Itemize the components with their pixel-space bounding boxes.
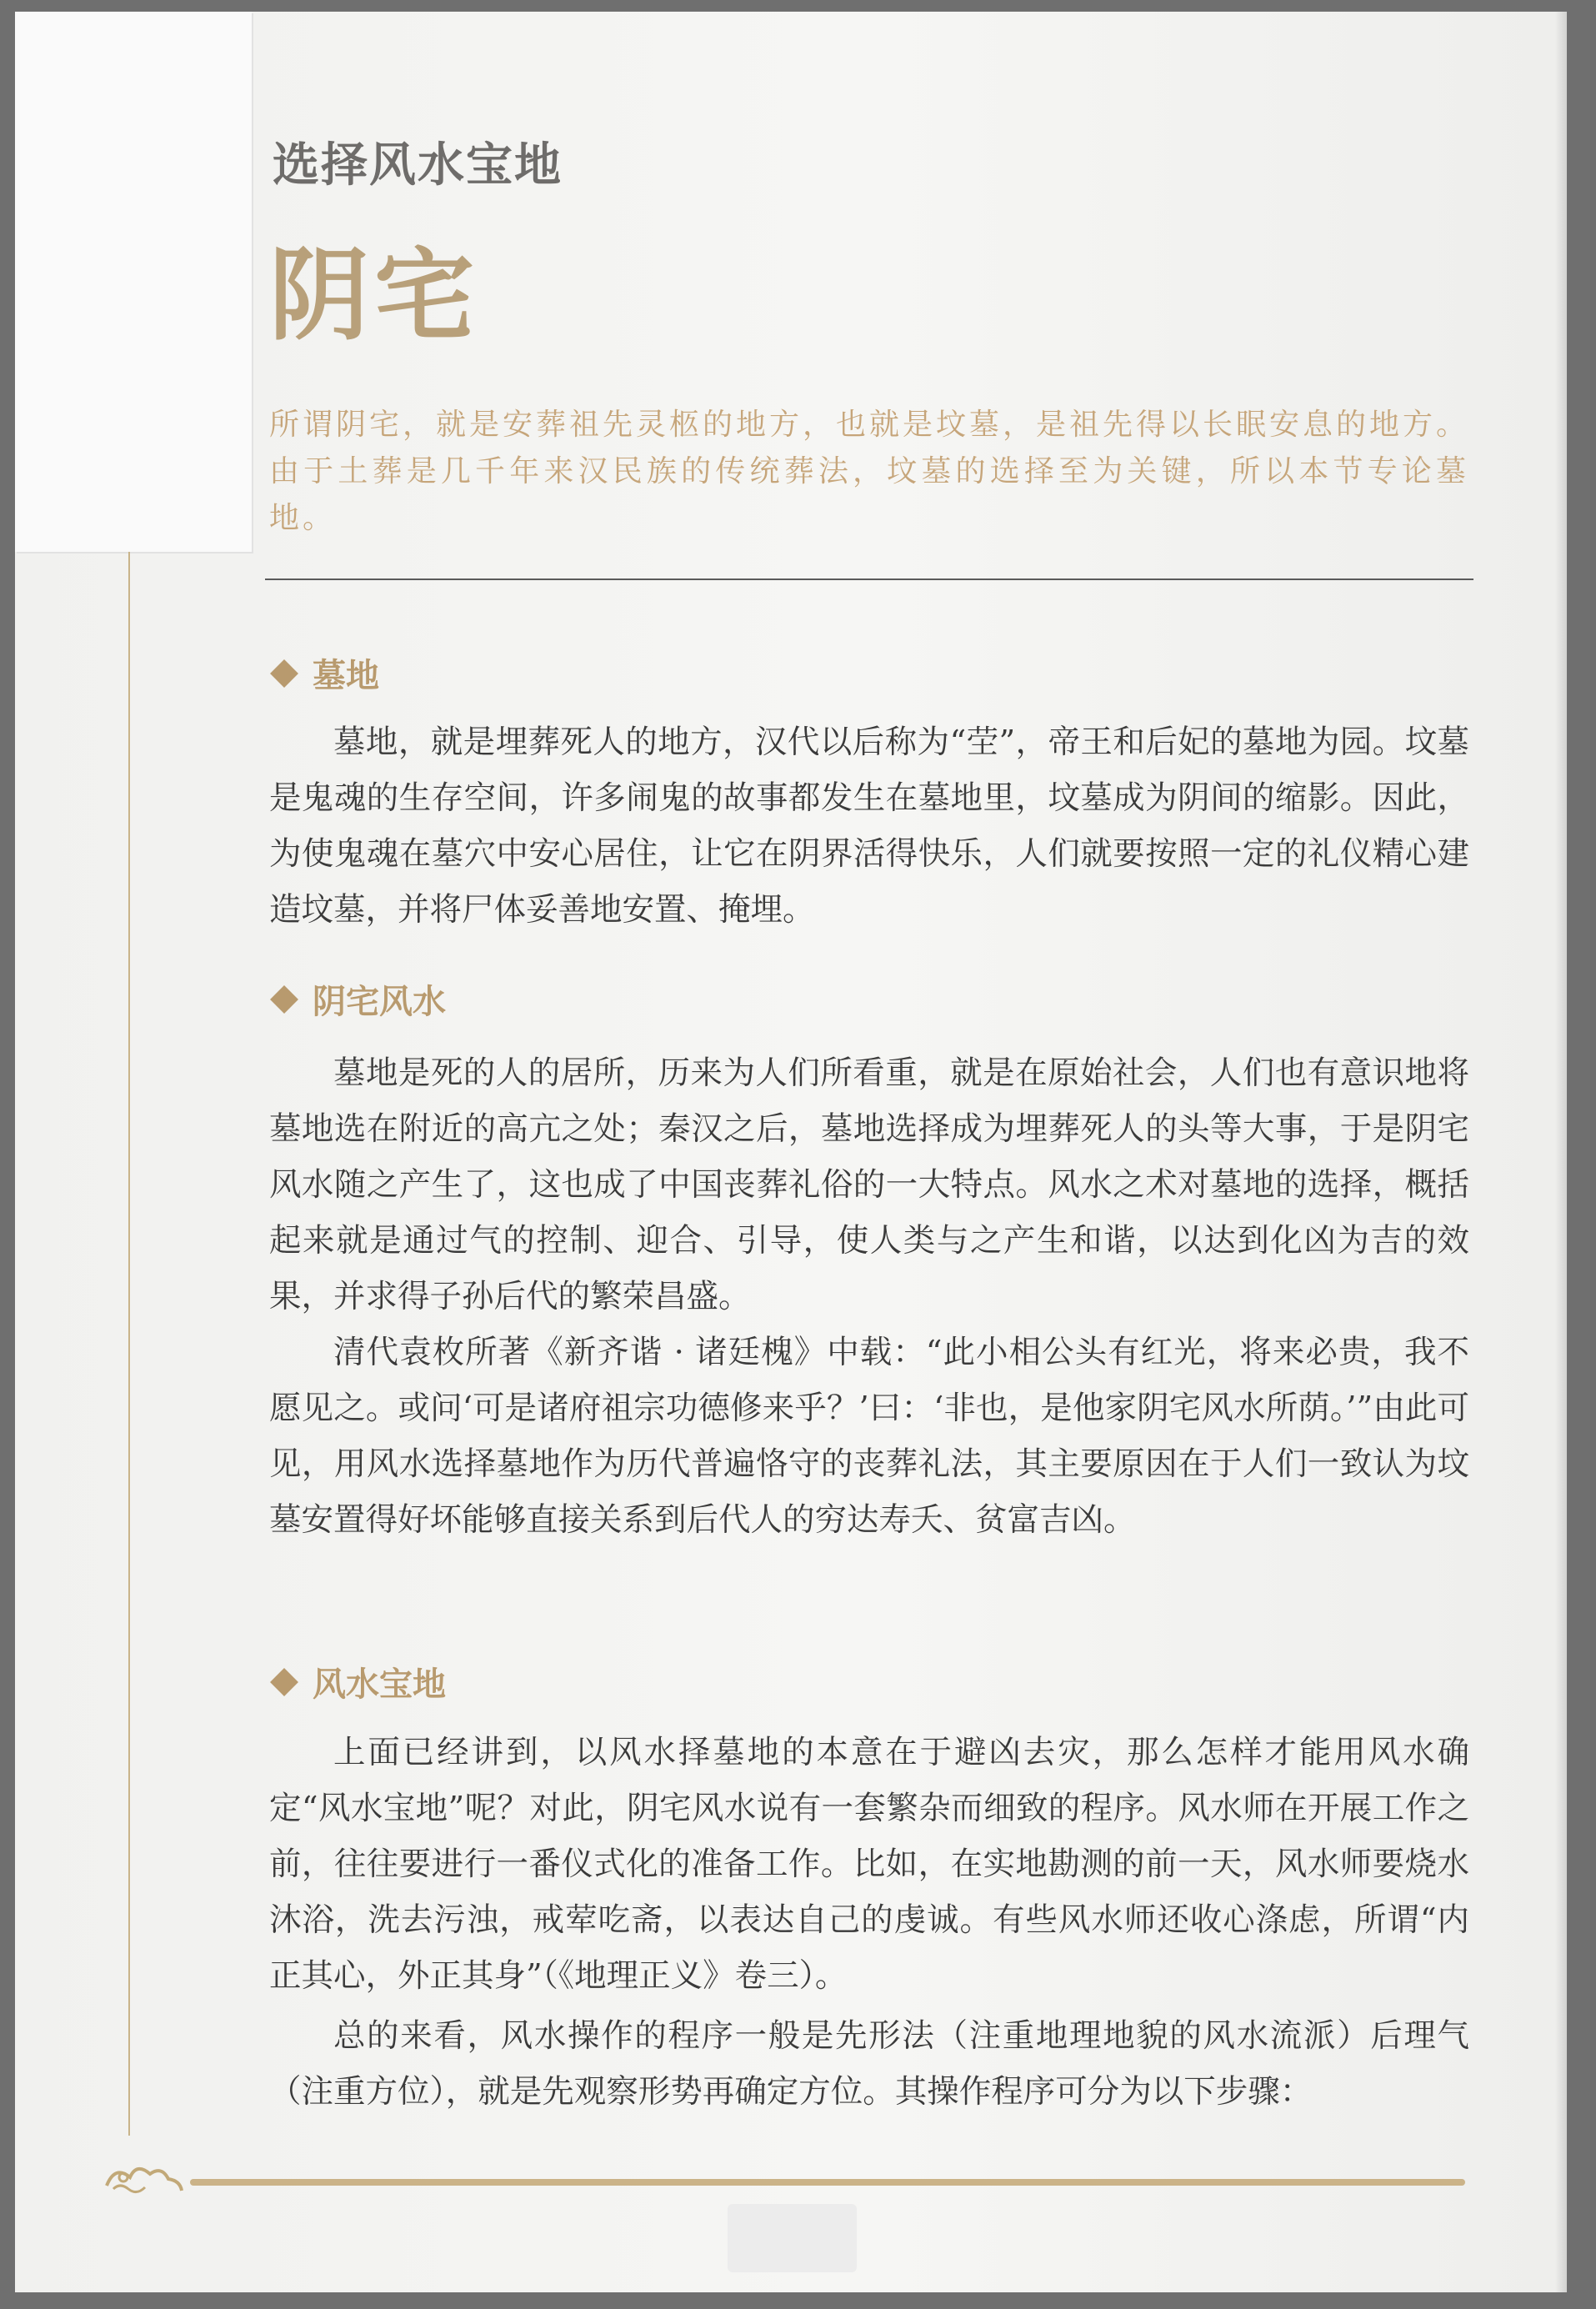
page-title: 阴宅 xyxy=(269,237,479,354)
paragraph: 清代袁枚所著《新齐谐 · 诸廷槐》中载：“此小相公头有红光，将来必贵，我不愿见之。或问‘可是诸府祖宗功德修来乎？’曰：‘非也，是他家阴宅风水所荫。’”由此可见，用风水选择墓地作为历代普遍恪守的丧葬礼法，其主要原因在于人们一致认为坟墓安置得好坏能够直接关系到后代人的穷达寿夭、贫富吉凶。 xyxy=(269,1334,1469,1539)
footer-rule xyxy=(190,2179,1465,2186)
library-stamp xyxy=(728,2204,857,2272)
paragraph: 墓地，就是埋葬死人的地方，汉代以后称为“茔”，帝王和后妃的墓地为园。坟墓是鬼魂的生存空间，许多闹鬼的故事都发生在墓地里，坟墓成为阴间的缩影。因此，为使鬼魂在墓穴中安心居住，让它在阴界活得快乐，人们就要按照一定的礼仪精心建造坟墓，并将尸体妥善地安置、掩埋。 xyxy=(269,724,1469,929)
paragraph: 墓地是死的人的居所，历来为人们所看重，就是在原始社会，人们也有意识地将墓地选在附近的高亢之处；秦汉之后，墓地选择成为埋葬死人的头等大事，于是阴宅风水随之产生了，这也成了中国丧葬礼俗的一大特点。风水之术对墓地的选择，概括起来就是通过气的控制、迎合、引导，使人类与之产生和谐，以达到化凶为吉的效果，并求得子孙后代的繁荣昌盛。 xyxy=(269,1054,1469,1315)
heading-text: 风水宝地 xyxy=(313,1665,446,1704)
divider xyxy=(265,579,1473,580)
heading-yinzhai-fengshui xyxy=(269,975,446,1023)
heading-muodi xyxy=(269,649,379,697)
margin-rule xyxy=(128,552,130,2136)
cloud-ornament-icon xyxy=(98,2152,190,2202)
intro-paragraph: 所谓阴宅，就是安葬祖先灵柩的地方，也就是坟墓，是祖先得以长眠安息的地方。由于土葬是几千年来汉民族的传统葬法，坟墓的选择至为关键，所以本节专论墓地。 xyxy=(269,408,1470,535)
heading-text: 墓地 xyxy=(313,657,379,695)
page-edge-shadow xyxy=(1555,12,1567,2292)
pasted-paper-patch xyxy=(15,12,252,552)
heading-text: 阴宅风水 xyxy=(313,983,446,1021)
paragraph: 总的来看，风水操作的程序一般是先形法（注重地理地貌的风水流派）后理气（注重方位），就是先观察形势再确定方位。其操作程序可分为以下步骤： xyxy=(269,2017,1469,2111)
diamond-bullet-icon xyxy=(270,659,298,688)
section-label: 选择风水宝地 xyxy=(273,138,563,193)
diamond-bullet-icon xyxy=(270,985,298,1014)
diamond-bullet-icon xyxy=(270,1668,298,1696)
heading-fengshui-baodi xyxy=(269,1658,446,1705)
book-page xyxy=(15,12,1567,2292)
paragraph: 上面已经讲到，以风水择墓地的本意在于避凶去灾，那么怎样才能用风水确定“风水宝地”呢？对此，阴宅风水说有一套繁杂而细致的程序。风水师在开展工作之前，往往要进行一番仪式化的准备工作。比如，在实地勘测的前一天，风水师要烧水沐浴，洗去污浊，戒荤吃斋，以表达自己的虔诚。有些风水师还收心涤虑，所谓“内正其心，外正其身”（《地理正义》卷三）。 xyxy=(269,1734,1469,1995)
